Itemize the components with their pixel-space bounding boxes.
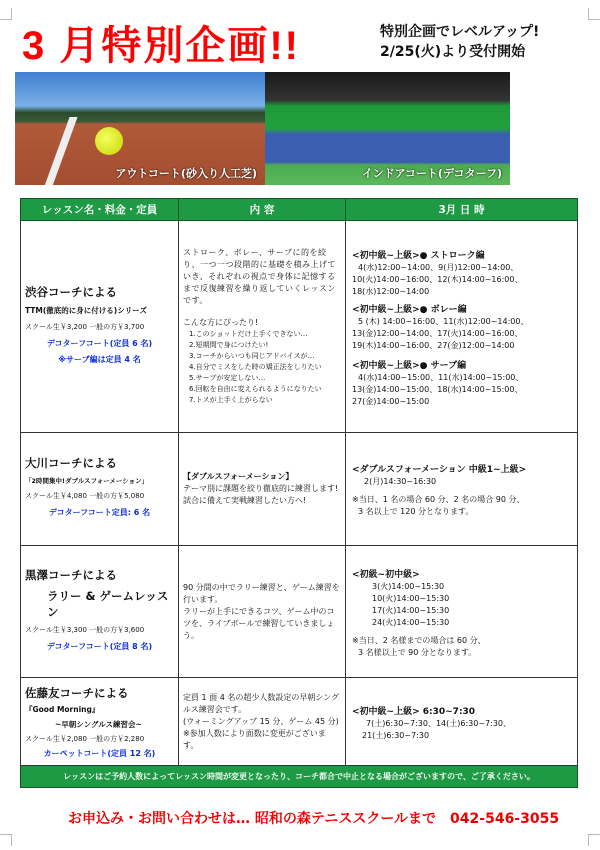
table-row	[21, 546, 578, 678]
lesson-price: スクール生￥2,080 一般の方￥2,280	[25, 734, 145, 743]
table-row	[21, 433, 578, 546]
schedule-time: 27(金)14:00~15:00	[352, 396, 430, 406]
phone-number[interactable]: 042-546-3055	[450, 811, 560, 827]
column-header: 3月 日 時	[346, 199, 578, 221]
coach-name: 大川コーチによる	[25, 456, 117, 470]
lesson-price: スクール生￥4,080 一般の方￥5,080	[25, 492, 145, 500]
coach-name: 佐藤友コーチによる	[25, 685, 129, 700]
schedule-time: 19(木)14:00~16:00、27(金)12:00~14:00	[352, 340, 515, 350]
contact-info	[68, 808, 559, 828]
checklist-item: 6.回転を自由に変えられるようになりたい	[189, 385, 322, 393]
schedule-time: 24(火)14:00~15:30	[372, 617, 450, 627]
photo-caption: インドアコート(デコターフ)	[361, 167, 502, 180]
indoor-court-photo	[265, 72, 510, 185]
page-corner-mark	[588, 8, 600, 20]
contact-text: お申込み・お問い合わせは… 昭和の森テニススクールまで	[68, 811, 437, 827]
checklist-item: 3.コーチからいつも同じアドバイスが…	[189, 352, 315, 360]
checklist-item: 2.短期間で身につけたい!	[189, 341, 269, 349]
lesson-info	[21, 221, 179, 433]
page-corner-mark	[0, 834, 12, 846]
lesson-schedule	[346, 221, 578, 433]
outdoor-court-photo	[15, 72, 265, 185]
checklist-item: 4.自分でミスをした時の矯正法をしりたい	[189, 363, 322, 371]
content-text: ストローク、ボレー、サーブに的を絞り、一つ一つ段階的に基礎を積み上げていき、それぞれの視点で身体に記憶するまで反復練習を繰り返していくレッスンです。	[183, 248, 336, 305]
content-text: ※参加人数により面数に変更がございます。	[183, 728, 326, 750]
schedule-level: <初中級~上級>● サーブ編	[352, 360, 467, 371]
content-text: 定員 1 面 4 名の超少人数設定の早朝シングルス練習会です。	[183, 692, 339, 714]
spacer	[183, 307, 341, 317]
schedule-time: 10(火)14:00~15:30	[372, 593, 450, 603]
schedule-time: 4(水)12:00~14:00、9(月)12:00~14:00、	[358, 262, 519, 272]
lesson-content	[179, 678, 346, 766]
court-capacity: カーペットコート(定員 12 名)	[43, 748, 156, 758]
schedule-level: <初級~初中級>	[352, 569, 420, 580]
column-header: レッスン名・料金・定員	[21, 199, 179, 221]
content-text: こんな方にぴったり!	[183, 318, 259, 327]
schedule-times	[352, 581, 571, 629]
schedule-level: <初中級~上級>● ボレー編	[352, 304, 467, 315]
schedule-time: 4(水)14:00~15:00、11(水)14:00~15:00、	[358, 372, 524, 382]
subtitle-line: 特別企画でレベルアップ!	[380, 24, 540, 40]
table-row	[21, 678, 578, 766]
lesson-content	[179, 433, 346, 546]
court-capacity: デコターフコート(定員 8 名)	[46, 641, 153, 651]
coach-name: 黒澤コーチによる	[25, 567, 117, 582]
page-corner-mark	[588, 834, 600, 846]
coach-name: 渋谷コーチによる	[25, 284, 117, 299]
page-title: 3 月特別企画!!	[22, 24, 300, 68]
lesson-content	[179, 546, 346, 678]
photo-caption: アウトコート(砂入り人工芝)	[115, 167, 257, 180]
page-corner-mark	[0, 8, 12, 20]
lesson-schedule	[346, 546, 578, 678]
lesson-info	[21, 433, 179, 546]
schedule-time: 13(金)12:00~14:00、17(火)14:00~16:00、	[352, 328, 523, 338]
schedule-time: 5 (木) 14:00~16:00、11(水)12:00~14:00、	[358, 316, 529, 326]
content-heading: 【ダブルスフォーメーション】	[183, 472, 294, 481]
column-header: 内 容	[179, 199, 346, 221]
checklist-item: 1.このショットだけ上手くできない…	[189, 330, 308, 338]
schedule-level: <初中級~上級>● ストローク編	[352, 250, 485, 261]
schedule-level: <ダブルスフォーメーション 中級1~上級>	[352, 465, 527, 475]
schedule-time: 13(金)14:00~15:00、18(水)14:00~15:00、	[352, 384, 523, 394]
schedule-time: 17(火)14:00~15:30	[372, 605, 450, 615]
schedule-time: 2(月)14:30~16:30	[364, 477, 437, 486]
court-capacity: デコターフコート定員: 6 名	[48, 508, 151, 517]
checklist	[183, 329, 341, 406]
schedule-remark: 3 名以上で 120 分となります。	[358, 507, 474, 516]
table-footer-row	[21, 766, 578, 788]
lesson-series: TTM(徹底的に身に付ける)シリーズ	[25, 305, 147, 315]
lesson-schedule	[346, 433, 578, 546]
schedule-remark: 3 名様以上で 90 分となります。	[358, 647, 477, 657]
table-row	[21, 221, 578, 433]
court-capacity: デコターフコート(定員 6 名)	[46, 338, 153, 348]
schedule-time: 3(火)14:00~15:30	[372, 581, 445, 591]
lesson-schedule	[346, 678, 578, 766]
checklist-item: 7.トスが上手く上がらない	[189, 396, 273, 404]
lesson-series: ラリー & ゲームレッスン	[47, 588, 169, 619]
lesson-series: 『Good Morning』	[25, 704, 100, 714]
content-text: テーマ別に課題を絞り徹底的に練習します!試合に備えて実戦練習したい方へ!	[183, 484, 339, 505]
lesson-info	[21, 678, 179, 766]
table-header-row	[21, 199, 578, 221]
court-line	[40, 117, 77, 185]
schedule-time: 21(土)6:30~7:30	[362, 730, 430, 740]
schedule-time: 18(水)12:00~14:00	[352, 286, 430, 296]
footer-note: レッスンはご予約人数によってレッスン時間が変更となったり、コーチ都合で中止となる場合がございますので、ご了承ください。	[21, 766, 578, 788]
subtitle	[380, 22, 539, 62]
schedule-time: 10(火)14:00~16:00、12(木)14:00~16:00、	[352, 274, 523, 284]
capacity-note: ※サーブ編は定員 4 名	[58, 354, 141, 364]
lesson-subtitle: ~早朝シングルス練習会~	[55, 719, 142, 729]
lesson-info	[21, 546, 179, 678]
lesson-price: スクール生￥3,200 一般の方￥3,700	[25, 322, 145, 331]
checklist-item: 5.サーブが安定しない…	[189, 374, 266, 382]
content-text: ラリーが上手にできるコツ、ゲーム中のコツを、ライブボールで練習していきましょう。	[183, 606, 335, 640]
tennis-ball	[95, 127, 123, 155]
content-text: (ウォーミングアップ 15 分、ゲーム 45 分)	[183, 716, 339, 726]
lesson-price: スクール生￥3,300 一般の方￥3,600	[25, 625, 145, 634]
subtitle-line: 2/25(火)より受付開始	[380, 44, 526, 60]
content-text: 90 分間の中でラリー練習と、ゲーム練習を行います。	[183, 582, 340, 604]
schedule-remark: ※当日、1 名の場合 60 分、2 名の場合 90 分、	[352, 495, 525, 504]
schedule-time: 7(土)6:30~7:30、14(土)6:30~7:30、	[366, 718, 512, 728]
schedule-remark: ※当日、2 名様までの場合は 60 分、	[352, 635, 486, 645]
schedule-level: <初中級~上級> 6:30~7:30	[352, 706, 476, 717]
lesson-content	[179, 221, 346, 433]
lesson-table	[20, 198, 578, 788]
lesson-series: 「2時間集中!ダブルスフォーメーション」	[25, 477, 149, 485]
